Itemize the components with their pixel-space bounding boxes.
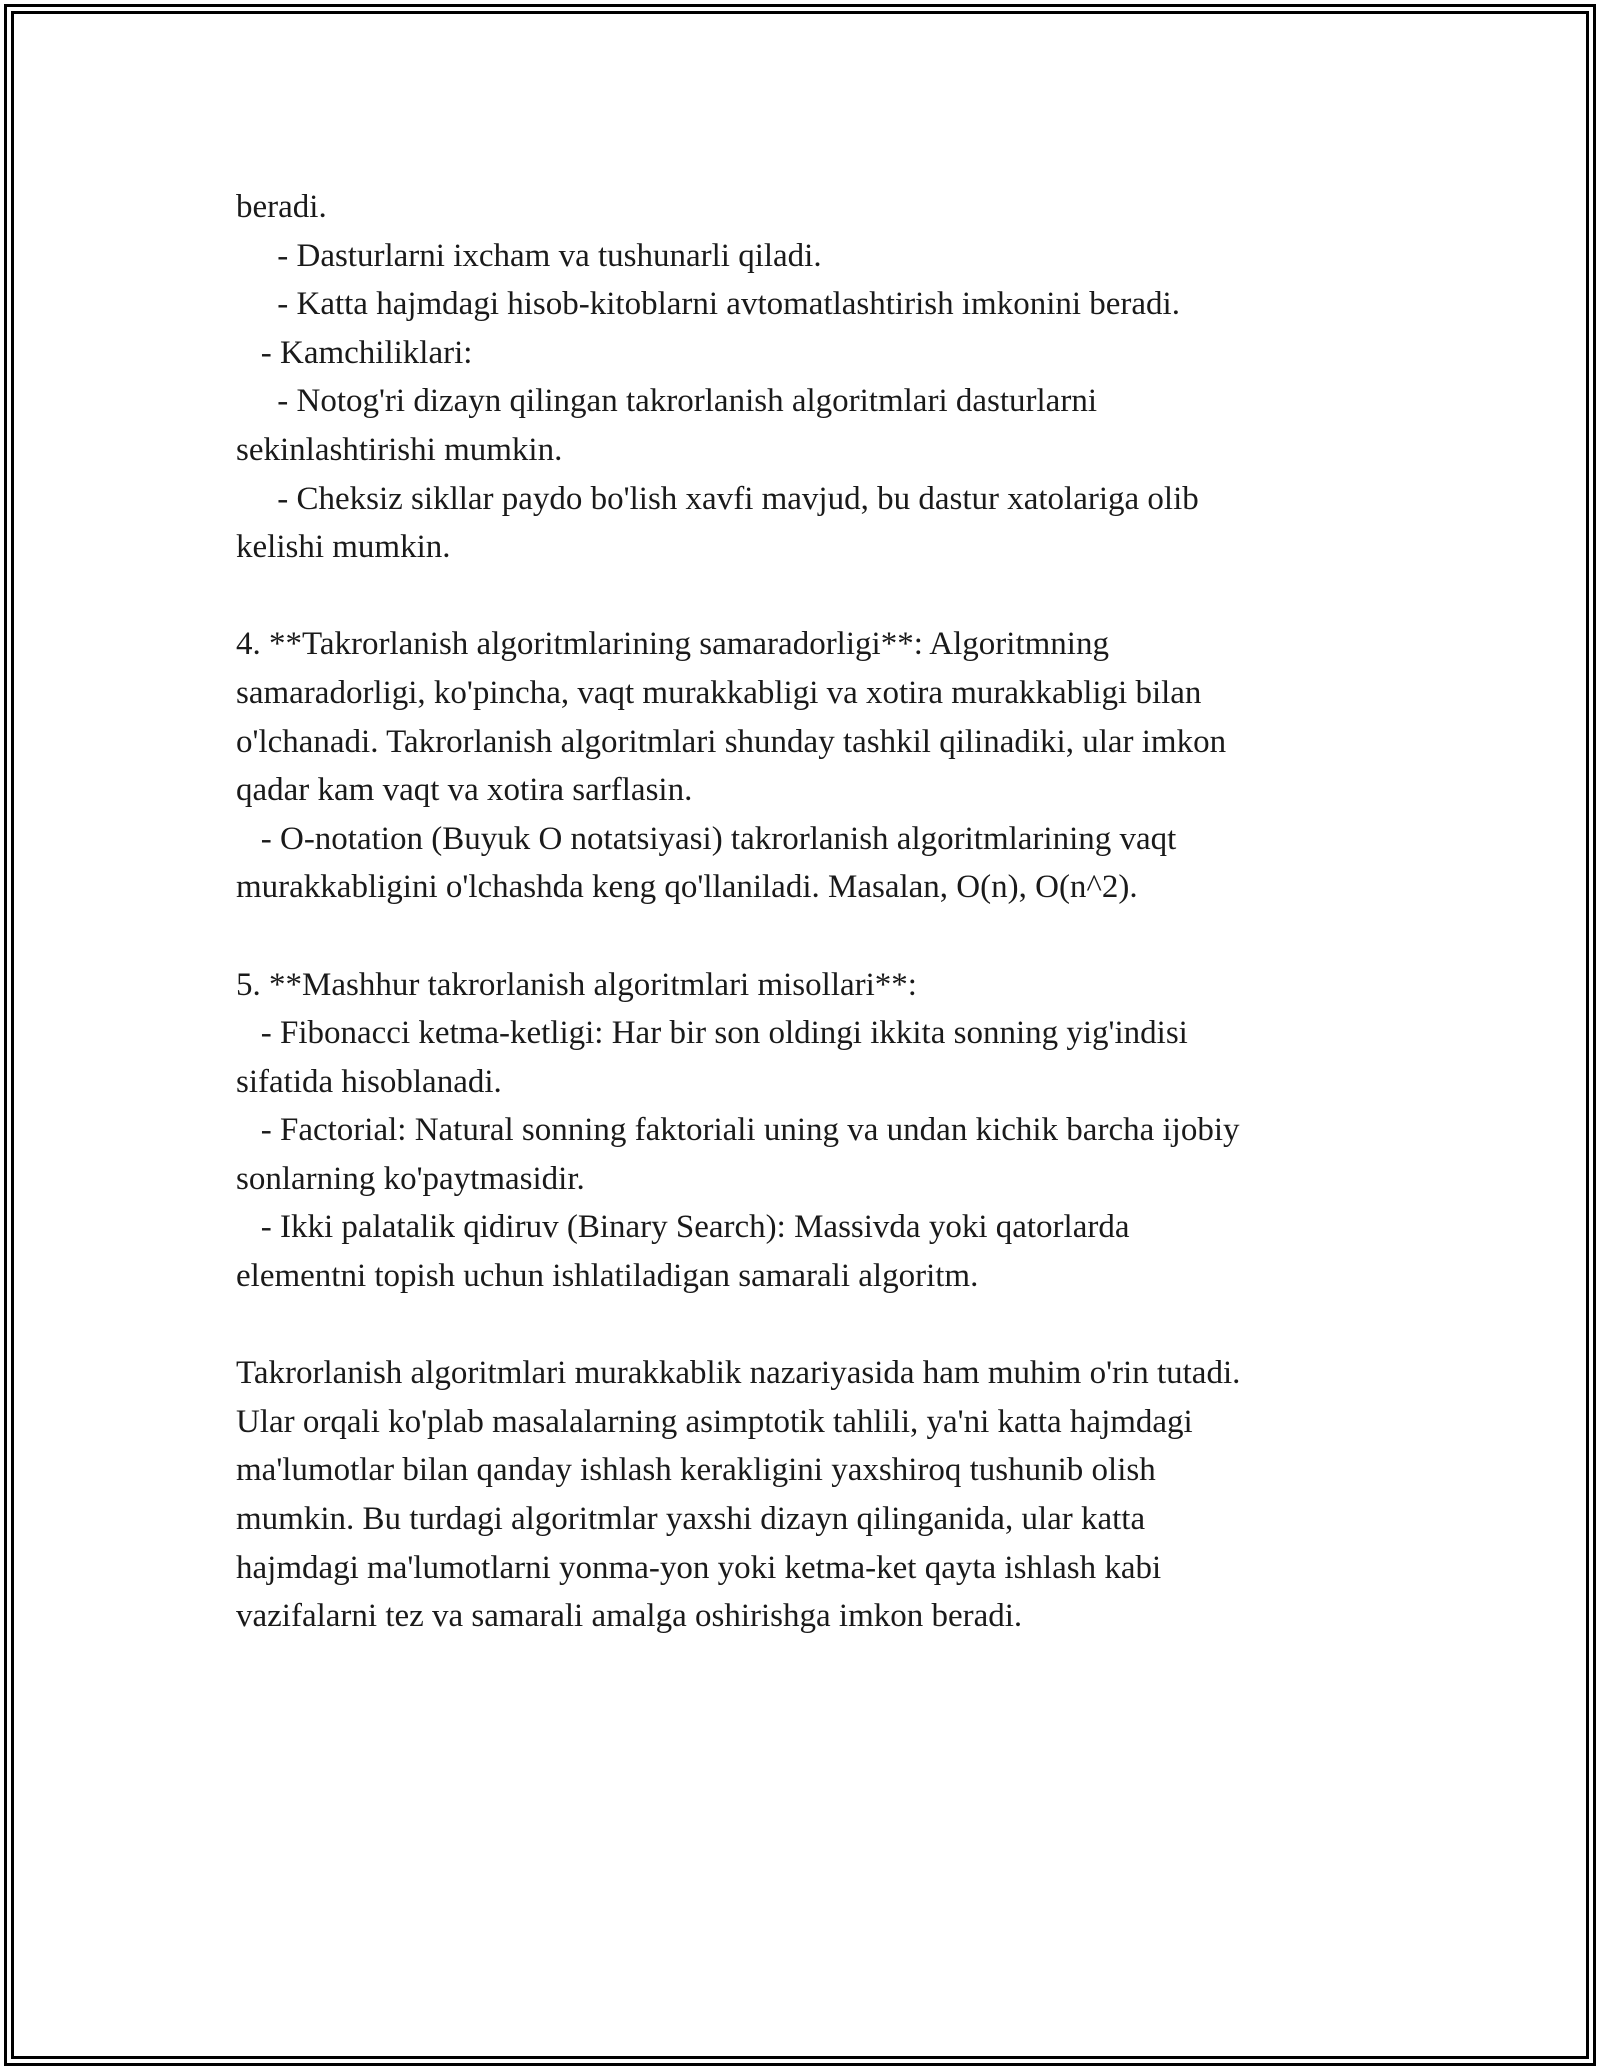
text-line: samaradorligi, ko'pincha, vaqt murakkabligi va xotira murakkabligi bilan (236, 674, 1202, 711)
bullet-line: - Ikki palatalik qidiruv (Binary Search): Massivda yoki qatorlarda (236, 1209, 1130, 1246)
text-line: beradi. (236, 189, 327, 225)
text-line: sifatida hisoblanadi. (236, 1063, 502, 1100)
conclusion-line: Takrorlanish algoritmlari murakkablik nazariyasida ham muhim o'rin tutadi. (236, 1355, 1241, 1392)
text-line: murakkabligini o'lchashda keng qo'llaniladi. Masalan, O(n), O(n^2). (236, 869, 1138, 906)
paragraph-gap (236, 912, 1366, 961)
section-heading-line: 5. **Mashhur takrorlanish algoritmlari misollari**: (236, 966, 917, 1003)
bullet-line: - O-notation (Buyuk O notatsiyasi) takrorlanish algoritmlarining vaqt (236, 820, 1177, 857)
subheading-line: - Kamchiliklari: (236, 334, 473, 371)
bullet-line: - Dasturlarni ixcham va tushunarli qiladi. (236, 237, 822, 274)
text-line: elementni topish uchun ishlatiladigan samarali algoritm. (236, 1258, 979, 1295)
paragraph-gap (236, 572, 1366, 621)
text-line: sonlarning ko'paytmasidir. (236, 1160, 585, 1197)
conclusion-line: Ular orqali ko'plab masalalarning asimptotik tahlili, ya'ni katta hajmdagi (236, 1403, 1193, 1440)
bullet-line: - Notog'ri dizayn qilingan takrorlanish algoritmlari dasturlarni (236, 383, 1097, 420)
text-line: sekinlashtirishi mumkin. (236, 431, 563, 468)
bullet-line: - Cheksiz sikllar paydo bo'lish xavfi mavjud, bu dastur xatolariga olib (236, 480, 1199, 517)
bullet-line: - Katta hajmdagi hisob-kitoblarni avtomatlashtirish imkonini beradi. (236, 286, 1180, 323)
text-line: qadar kam vaqt va xotira sarflasin. (236, 772, 693, 809)
document-body (236, 183, 1366, 1641)
conclusion-line: hajmdagi ma'lumotlarni yonma-yon yoki ketma-ket qayta ishlash kabi (236, 1549, 1162, 1586)
conclusion-line: vazifalarni tez va samarali amalga oshirishga imkon beradi. (236, 1598, 1023, 1635)
conclusion-line: mumkin. Bu turdagi algoritmlar yaxshi dizayn qilinganida, ular katta (236, 1501, 1146, 1538)
text-line: o'lchanadi. Takrorlanish algoritmlari shunday tashkil qilinadiki, ular imkon (236, 723, 1227, 760)
section-heading-line: 4. **Takrorlanish algoritmlarining samaradorligi**: Algoritmning (236, 626, 1109, 663)
bullet-line: - Fibonacci ketma-ketligi: Har bir son oldingi ikkita sonning yig'indisi (236, 1015, 1188, 1052)
paragraph-gap (236, 1301, 1366, 1350)
bullet-line: - Factorial: Natural sonning faktoriali uning va undan kichik barcha ijobiy (236, 1112, 1240, 1149)
text-line: kelishi mumkin. (236, 529, 451, 566)
conclusion-line: ma'lumotlar bilan qanday ishlash kerakligini yaxshiroq tushunib olish (236, 1452, 1156, 1489)
